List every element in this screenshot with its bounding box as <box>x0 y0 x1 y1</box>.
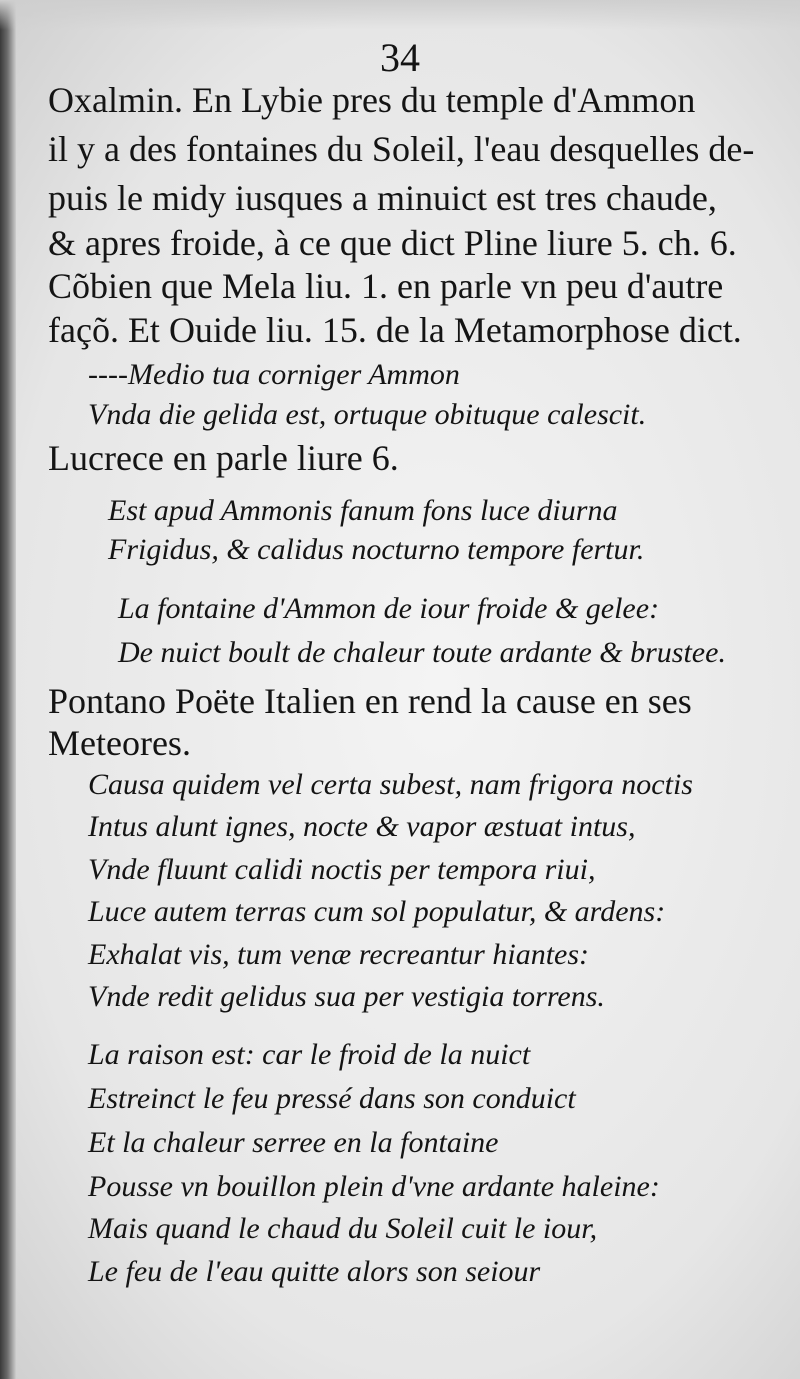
paragraph-1-line-2: il y a des fontaines du Soleil, l'eau desquelles de- <box>48 129 755 169</box>
pontano-quote-line-6: Vnde redit gelidus sua per vestigia torrens. <box>88 980 605 1013</box>
pontano-intro-line-2: Meteores. <box>48 723 191 763</box>
ovid-quote-line-2: Vnda die gelida est, ortuque obituque calescit. <box>88 398 647 431</box>
pontano-translation-line-2: Estreinct le feu pressé dans son conduict <box>88 1082 576 1115</box>
pontano-translation-line-6: Le feu de l'eau quitte alors son seiour <box>88 1255 541 1288</box>
lucrece-intro: Lucrece en parle liure 6. <box>48 438 399 478</box>
lucrece-translation-line-1: La fontaine d'Ammon de iour froide & gelee: <box>118 592 660 625</box>
pontano-quote-line-2: Intus alunt ignes, nocte & vapor æstuat intus, <box>88 810 636 843</box>
page-number: 34 <box>380 35 420 80</box>
pontano-quote-line-1: Causa quidem vel certa subest, nam frigora noctis <box>88 768 693 801</box>
paragraph-1-line-5: Cõbien que Mela liu. 1. en parle vn peu d'autre <box>48 266 724 306</box>
pontano-quote-line-4: Luce autem terras cum sol populatur, & ardens: <box>88 895 666 928</box>
pontano-translation-line-5: Mais quand le chaud du Soleil cuit le iour, <box>88 1212 598 1245</box>
binding-gutter <box>0 0 16 1379</box>
lucrece-translation-line-2: De nuict boult de chaleur toute ardante & brustee. <box>118 636 726 669</box>
pontano-intro-line-1: Pontano Poëte Italien en rend la cause en ses <box>48 681 692 721</box>
lucrece-quote-line-1: Est apud Ammonis fanum fons luce diurna <box>108 494 618 527</box>
pontano-quote-line-5: Exhalat vis, tum venæ recreantur hiantes: <box>88 938 590 971</box>
page-top-shadow <box>0 0 800 30</box>
lucrece-quote-line-2: Frigidus, & calidus nocturno tempore fertur. <box>108 533 645 566</box>
pontano-translation-line-4: Pousse vn bouillon plein d'vne ardante haleine: <box>88 1170 660 1203</box>
pontano-quote-line-3: Vnde fluunt calidi noctis per tempora riui, <box>88 853 596 886</box>
paragraph-1-line-3: puis le midy iusques a minuict est tres chaude, <box>48 178 717 218</box>
pontano-translation-line-1: La raison est: car le froid de la nuict <box>88 1038 531 1071</box>
pontano-translation-line-3: Et la chaleur serree en la fontaine <box>88 1126 499 1159</box>
paragraph-1-line-1: Oxalmin. En Lybie pres du temple d'Ammon <box>48 80 696 120</box>
ovid-quote-line-1: ----Medio tua corniger Ammon <box>88 358 460 391</box>
paragraph-1-line-4: & apres froide, à ce que dict Pline liure 5. ch. 6. <box>48 223 737 263</box>
paragraph-1-line-6: façõ. Et Ouide liu. 15. de la Metamorphose dict. <box>48 310 742 350</box>
